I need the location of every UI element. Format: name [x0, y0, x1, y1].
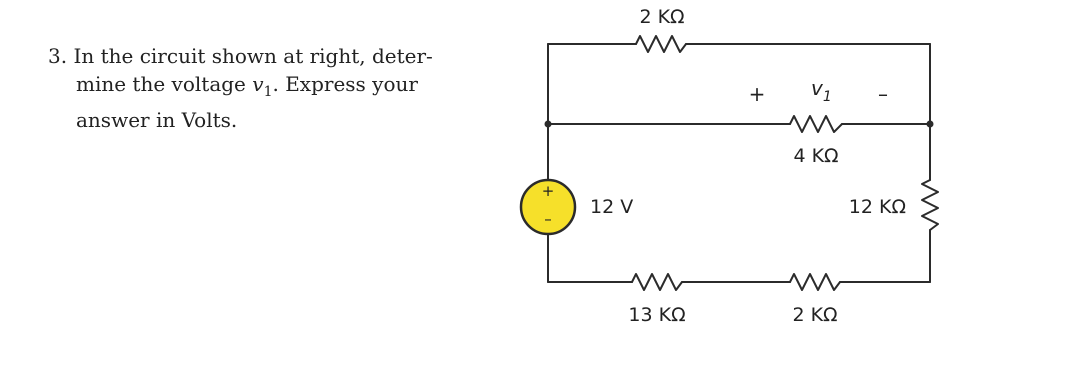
problem-line-1: In the circuit shown at right, deter- — [73, 44, 433, 68]
problem-line-2b: . Express your — [272, 72, 418, 96]
v1-minus-sign: – — [878, 82, 888, 106]
v1-plus-sign: + — [748, 82, 766, 106]
source-plus-sign: + — [541, 182, 555, 200]
label-r-middle: 4 KΩ — [793, 145, 839, 167]
problem-line-3: answer in Volts. — [76, 108, 238, 132]
junction-left — [545, 121, 552, 128]
resistor-top — [636, 36, 686, 52]
junction-right — [927, 121, 934, 128]
v1-label: $v_1$ — [811, 76, 832, 105]
resistor-bottom-left — [632, 274, 682, 290]
label-r-top: 2 KΩ — [639, 6, 685, 28]
resistor-middle — [790, 116, 842, 132]
source-minus-sign: – — [544, 210, 552, 228]
problem-variable: $v_1$ — [252, 72, 273, 100]
label-r-bottom-right: 2 KΩ — [792, 304, 838, 326]
problem-number: 3. — [48, 44, 68, 68]
label-source-voltage: 12 V — [590, 196, 634, 218]
label-r-bottom-left: 13 KΩ — [628, 304, 686, 326]
problem-line-2a: mine the voltage — [76, 72, 246, 96]
label-r-right: 12 KΩ — [848, 196, 906, 218]
resistor-right — [922, 180, 938, 230]
resistor-bottom-right — [790, 274, 840, 290]
